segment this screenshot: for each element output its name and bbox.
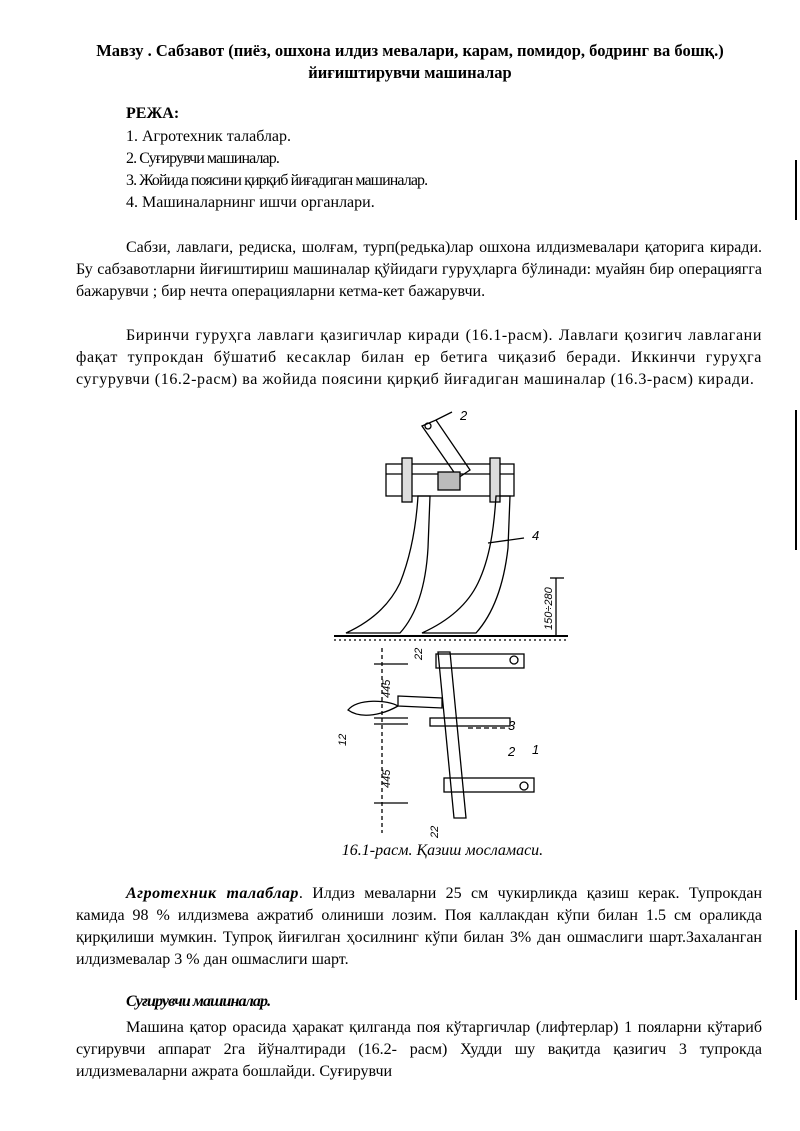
label-part1: 1 — [532, 742, 540, 757]
figure-caption: 16.1-расм. Қазиш мосламаси. — [341, 842, 544, 859]
label-445-bottom: 445 — [381, 769, 393, 788]
plan-item: 1. Агротехник талаблар. — [126, 128, 292, 145]
page-title: Мавзу . Сабзавот (пиёз, ошхона илдиз мевалари, карам, помидор, бодринг ва бошқ.) йиғиштирувчи машиналар — [96, 41, 724, 82]
paragraph-requirements — [76, 883, 762, 971]
paragraph-groups: Биринчи гуруҳга лавлаги қазигичлар киради (16.1-расм). Лавлаги қозигич лавлагани фақат тупрокдан бўшатиб кесаклар билан ер бетига чиқазиб беради. Иккинчи гуруҳга сугурувчи (16.2-расм) ва жойида поясини қирқиб йиғадиган машиналар (16.3-расм) киради. — [76, 327, 762, 388]
plan-item: 4. Машиналарнинг ишчи органлари. — [126, 194, 375, 211]
plan-view — [348, 648, 534, 833]
label-part2-bottom: 2 — [508, 744, 516, 759]
label-part4: 4 — [532, 528, 540, 543]
requirements-text: . Илдиз меваларни 25 см чукирликда қазиш керак. Тупрокдан камида 98 % илдизмева ажратиб олиниши лозим. Поя каллакдан кўпи билан 1.5 см ораликда қирқилиши мумкин. Тупроқ йиғилган ҳосилнинг кўпи билан 3% дан ошмаслиги шарт.Захаланган илдизмевалар 3 % дан ошмаслиги шарт. — [76, 885, 763, 968]
paragraph-puller: Машина қатор орасида ҳаракат қилганда поя кўтаргичлар (лифтерлар) 1 пояларни кўтариб сугирувчи аппарат 2га йўналтиради (16.2- расм) Худди шу вақитда қазигич 3 тупрокда илдизмеваларни ажрата бошлайди. Суғирувчи — [76, 1019, 762, 1080]
plan-item: 3. Жойида поясини қирқиб йиғадиган машиналар. — [126, 172, 428, 189]
label-445-top: 445 — [381, 679, 393, 698]
plan-item: 2. Суғирувчи машиналар. — [126, 150, 279, 167]
plan-list — [126, 126, 726, 214]
requirements-term: Агротехник талаблар — [126, 885, 299, 902]
margin-rule — [795, 410, 797, 550]
plan-heading: РЕЖА: — [126, 105, 180, 122]
label-12: 12 — [337, 733, 349, 746]
margin-rule — [795, 930, 797, 1000]
margin-rule — [795, 160, 797, 220]
section-subheading: Суғирувчи машиналар. — [126, 993, 271, 1010]
label-depth: 150÷280 — [543, 587, 555, 630]
label-22-bottom: 22 — [429, 825, 441, 838]
paragraph-intro: Сабзи, лавлаги, редиска, шолғам, турп(редька)лар ошхона илдизмевалари қаторига киради. Бу сабзавотларни йиғиштириш машиналар қўйидаги гуруҳларга бўлинади: муайян бир операциягга бажарувчи ; бир нечта операцияларни кетма-кет бажарувчи. — [76, 239, 762, 300]
label-22-top: 22 — [413, 647, 425, 660]
side-view — [334, 412, 568, 640]
digger-diagram — [318, 408, 580, 840]
label-part3: 3 — [508, 718, 516, 733]
label-part2-top: 2 — [460, 408, 468, 423]
